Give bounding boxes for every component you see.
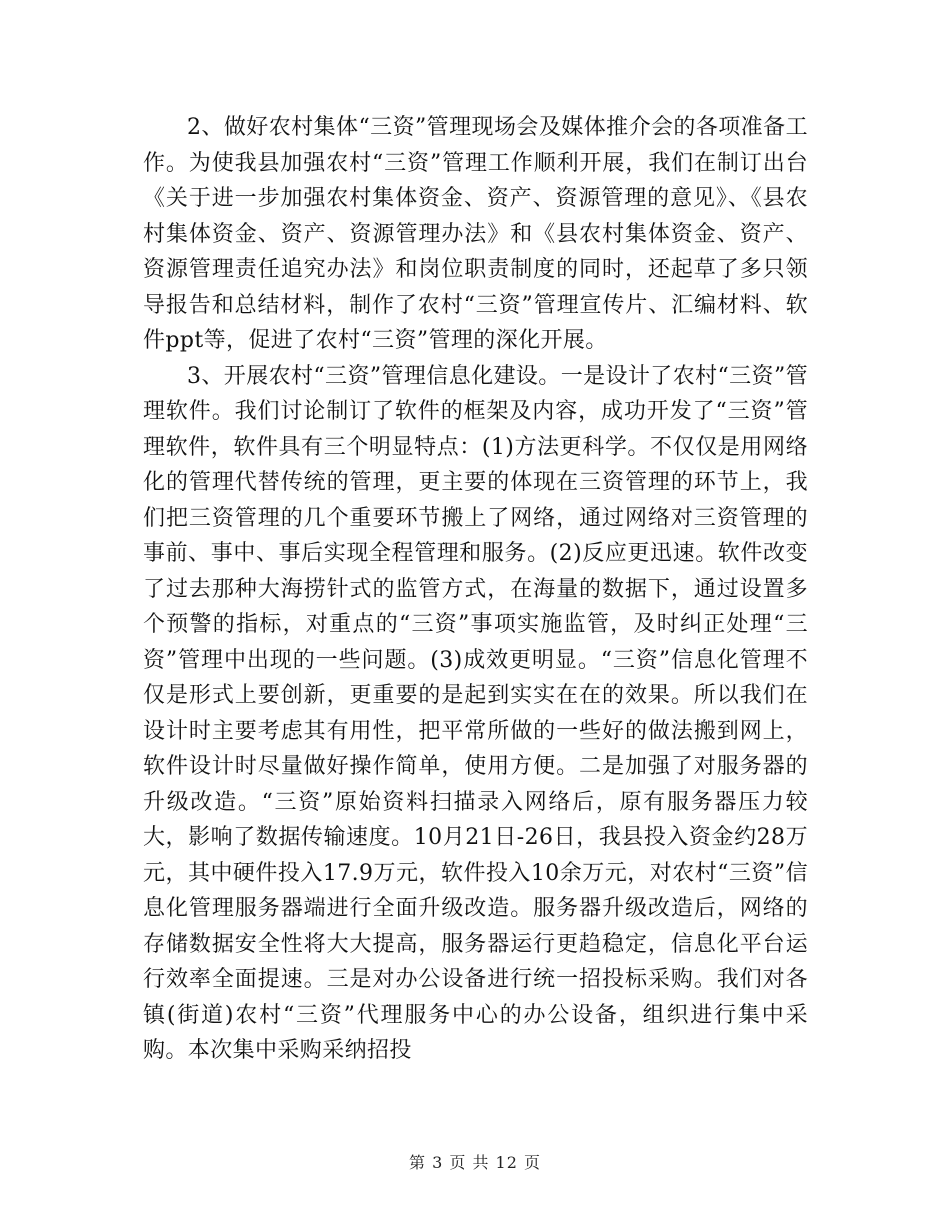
page-number-footer: 第 3 页 共 12 页	[409, 1153, 541, 1172]
document-body	[143, 110, 808, 1069]
paragraph-informatization: 3、开展农村“三资”管理信息化建设。一是设计了农村“三资”管理软件。我们讨论制订了软件的框架及内容，成功开发了“三资”管理软件，软件具有三个明显特点：(1)方法更科学。不仅仅是用网络化的管理代替传统的管理，更主要的体现在三资管理的环节上，我们把三资管理的几个重要环节搬上了网络，通过网络对三资管理的事前、事中、事后实现全程管理和服务。(2)反应更迅速。软件改变了过去那种大海捞针式的监管方式，在海量的数据下，通过设置多个预警的指标，对重点的“三资”事项实施监管，及时纠正处理“三资”管理中出现的一些问题。(3)成效更明显。“三资”信息化管理不仅是形式上要创新，更重要的是起到实实在在的效果。所以我们在设计时主要考虑其有用性，把平常所做的一些好的做法搬到网上，软件设计时尽量做好操作简单，使用方便。二是加强了对服务器的升级改造。“三资”原始资料扫描录入网络后，原有服务器压力较大，影响了数据传输速度。10月21日-26日，我县投入资金约28万元，其中硬件投入17.9万元，软件投入10余万元，对农村“三资”信息化管理服务器端进行全面升级改造。服务器升级改造后，网络的存储数据安全性将大大提高，服务器运行更趋稳定，信息化平台运行效率全面提速。三是对办公设备进行统一招投标采购。我们对各镇(街道)农村“三资”代理服务中心的办公设备，组织进行集中采购。本次集中采购采纳招投	[143, 363, 808, 1063]
paragraph-preparation-work: 2、做好农村集体“三资”管理现场会及媒体推介会的各项准备工作。为使我县加强农村“三资”管理工作顺利开展，我们在制订出台《关于进一步加强农村集体资金、资产、资源管理的意见》、《县农村集体资金、资产、资源管理办法》和《县农村集体资金、资产、资源管理责任追究办法》和岗位职责制度的同时，还起草了多只领导报告和总结材料，制作了农村“三资”管理宣传片、汇编材料、软件ppt等，促进了农村“三资”管理的深化开展。	[143, 115, 808, 353]
